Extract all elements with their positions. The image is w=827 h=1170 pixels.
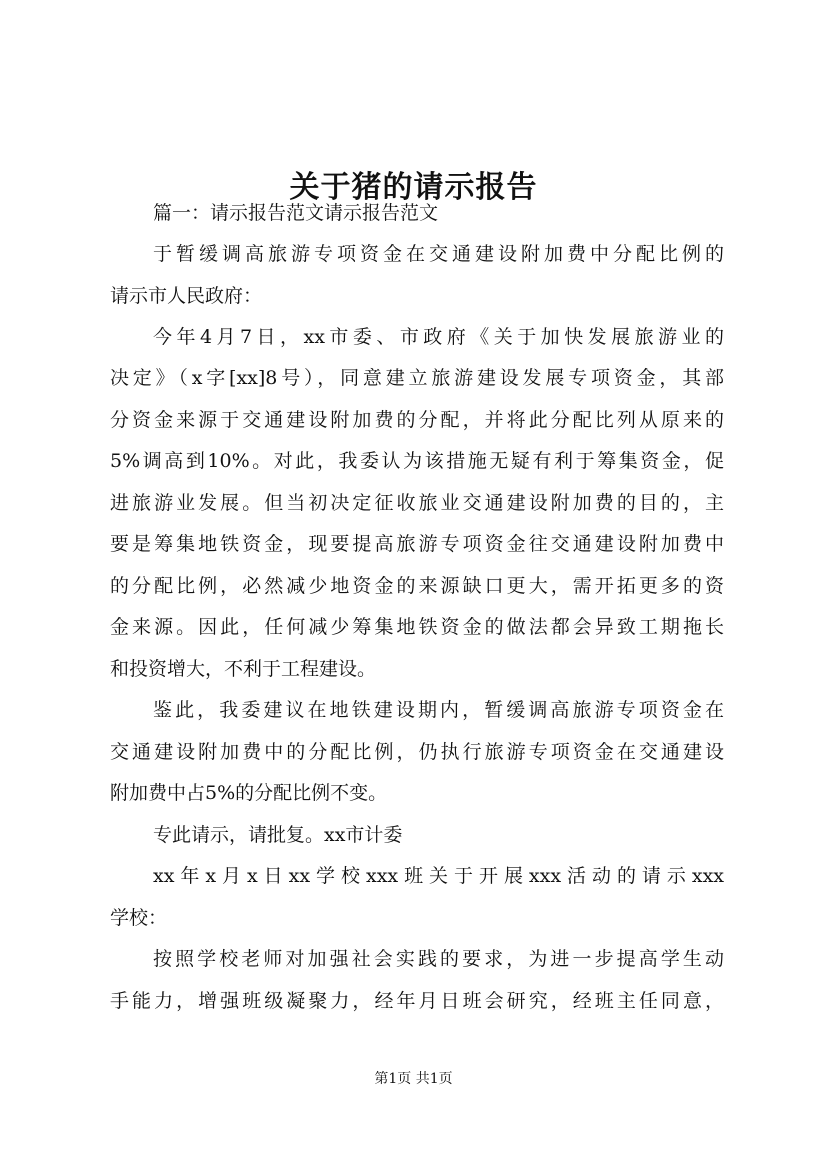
paragraph-line: 今年4月7日，xx市委、市政府《关于加快发展旅游业的	[153, 326, 724, 348]
paragraph-line: 专此请示，请批复。xx市计委	[153, 824, 403, 846]
paragraph-line: 交通建设附加费中的分配比例，仍执行旅游专项资金在交通建设	[110, 741, 724, 763]
paragraph-line: 鉴此，我委建议在地铁建设期内，暂缓调高旅游专项资金在	[153, 699, 724, 721]
document-title: 关于猪的请示报告	[289, 170, 538, 206]
paragraph-line: 附加费中占5%的分配比例不变。	[110, 782, 388, 804]
paragraph-line: 请示市人民政府：	[110, 285, 263, 307]
paragraph-line: 于暂缓调高旅游专项资金在交通建设附加费中分配比例的	[153, 243, 724, 265]
paragraph-line: 学校：	[110, 907, 168, 929]
paragraph-line: 的分配比例，必然减少地资金的来源缺口更大，需开拓更多的资	[110, 575, 724, 597]
paragraph-line: 手能力，增强班级凝聚力，经年月日班会研究，经班主任同意，	[110, 990, 724, 1012]
paragraph-line: 分资金来源于交通建设附加费的分配，并将此分配比列从原来的	[110, 409, 724, 431]
paragraph-line: 决定》（x字[xx]8号），同意建立旅游建设发展专项资金，其部	[110, 367, 724, 389]
paragraph-line: 按照学校老师对加强社会实践的要求，为进一步提高学生动	[153, 948, 724, 970]
paragraph-line: 篇一：请示报告范文请示报告范文	[153, 202, 439, 224]
paragraph-line: 金来源。因此，任何减少筹集地铁资金的做法都会异致工期拖长	[110, 616, 724, 638]
paragraph-line: xx年x月x日xx学校xxx班关于开展xxx活动的请示xxx	[153, 865, 724, 887]
paragraph-line: 要是筹集地铁资金，现要提高旅游专项资金往交通建设附加费中	[110, 533, 724, 555]
paragraph-line: 5%调高到10%。对此，我委认为该措施无疑有利于筹集资金，促	[110, 450, 724, 472]
paragraph-line: 和投资增大，不利于工程建设。	[110, 658, 377, 680]
paragraph-line: 进旅游业发展。但当初决定征收旅业交通建设附加费的目的，主	[110, 492, 724, 514]
page-footer: 第1页 共1页	[374, 1071, 453, 1087]
